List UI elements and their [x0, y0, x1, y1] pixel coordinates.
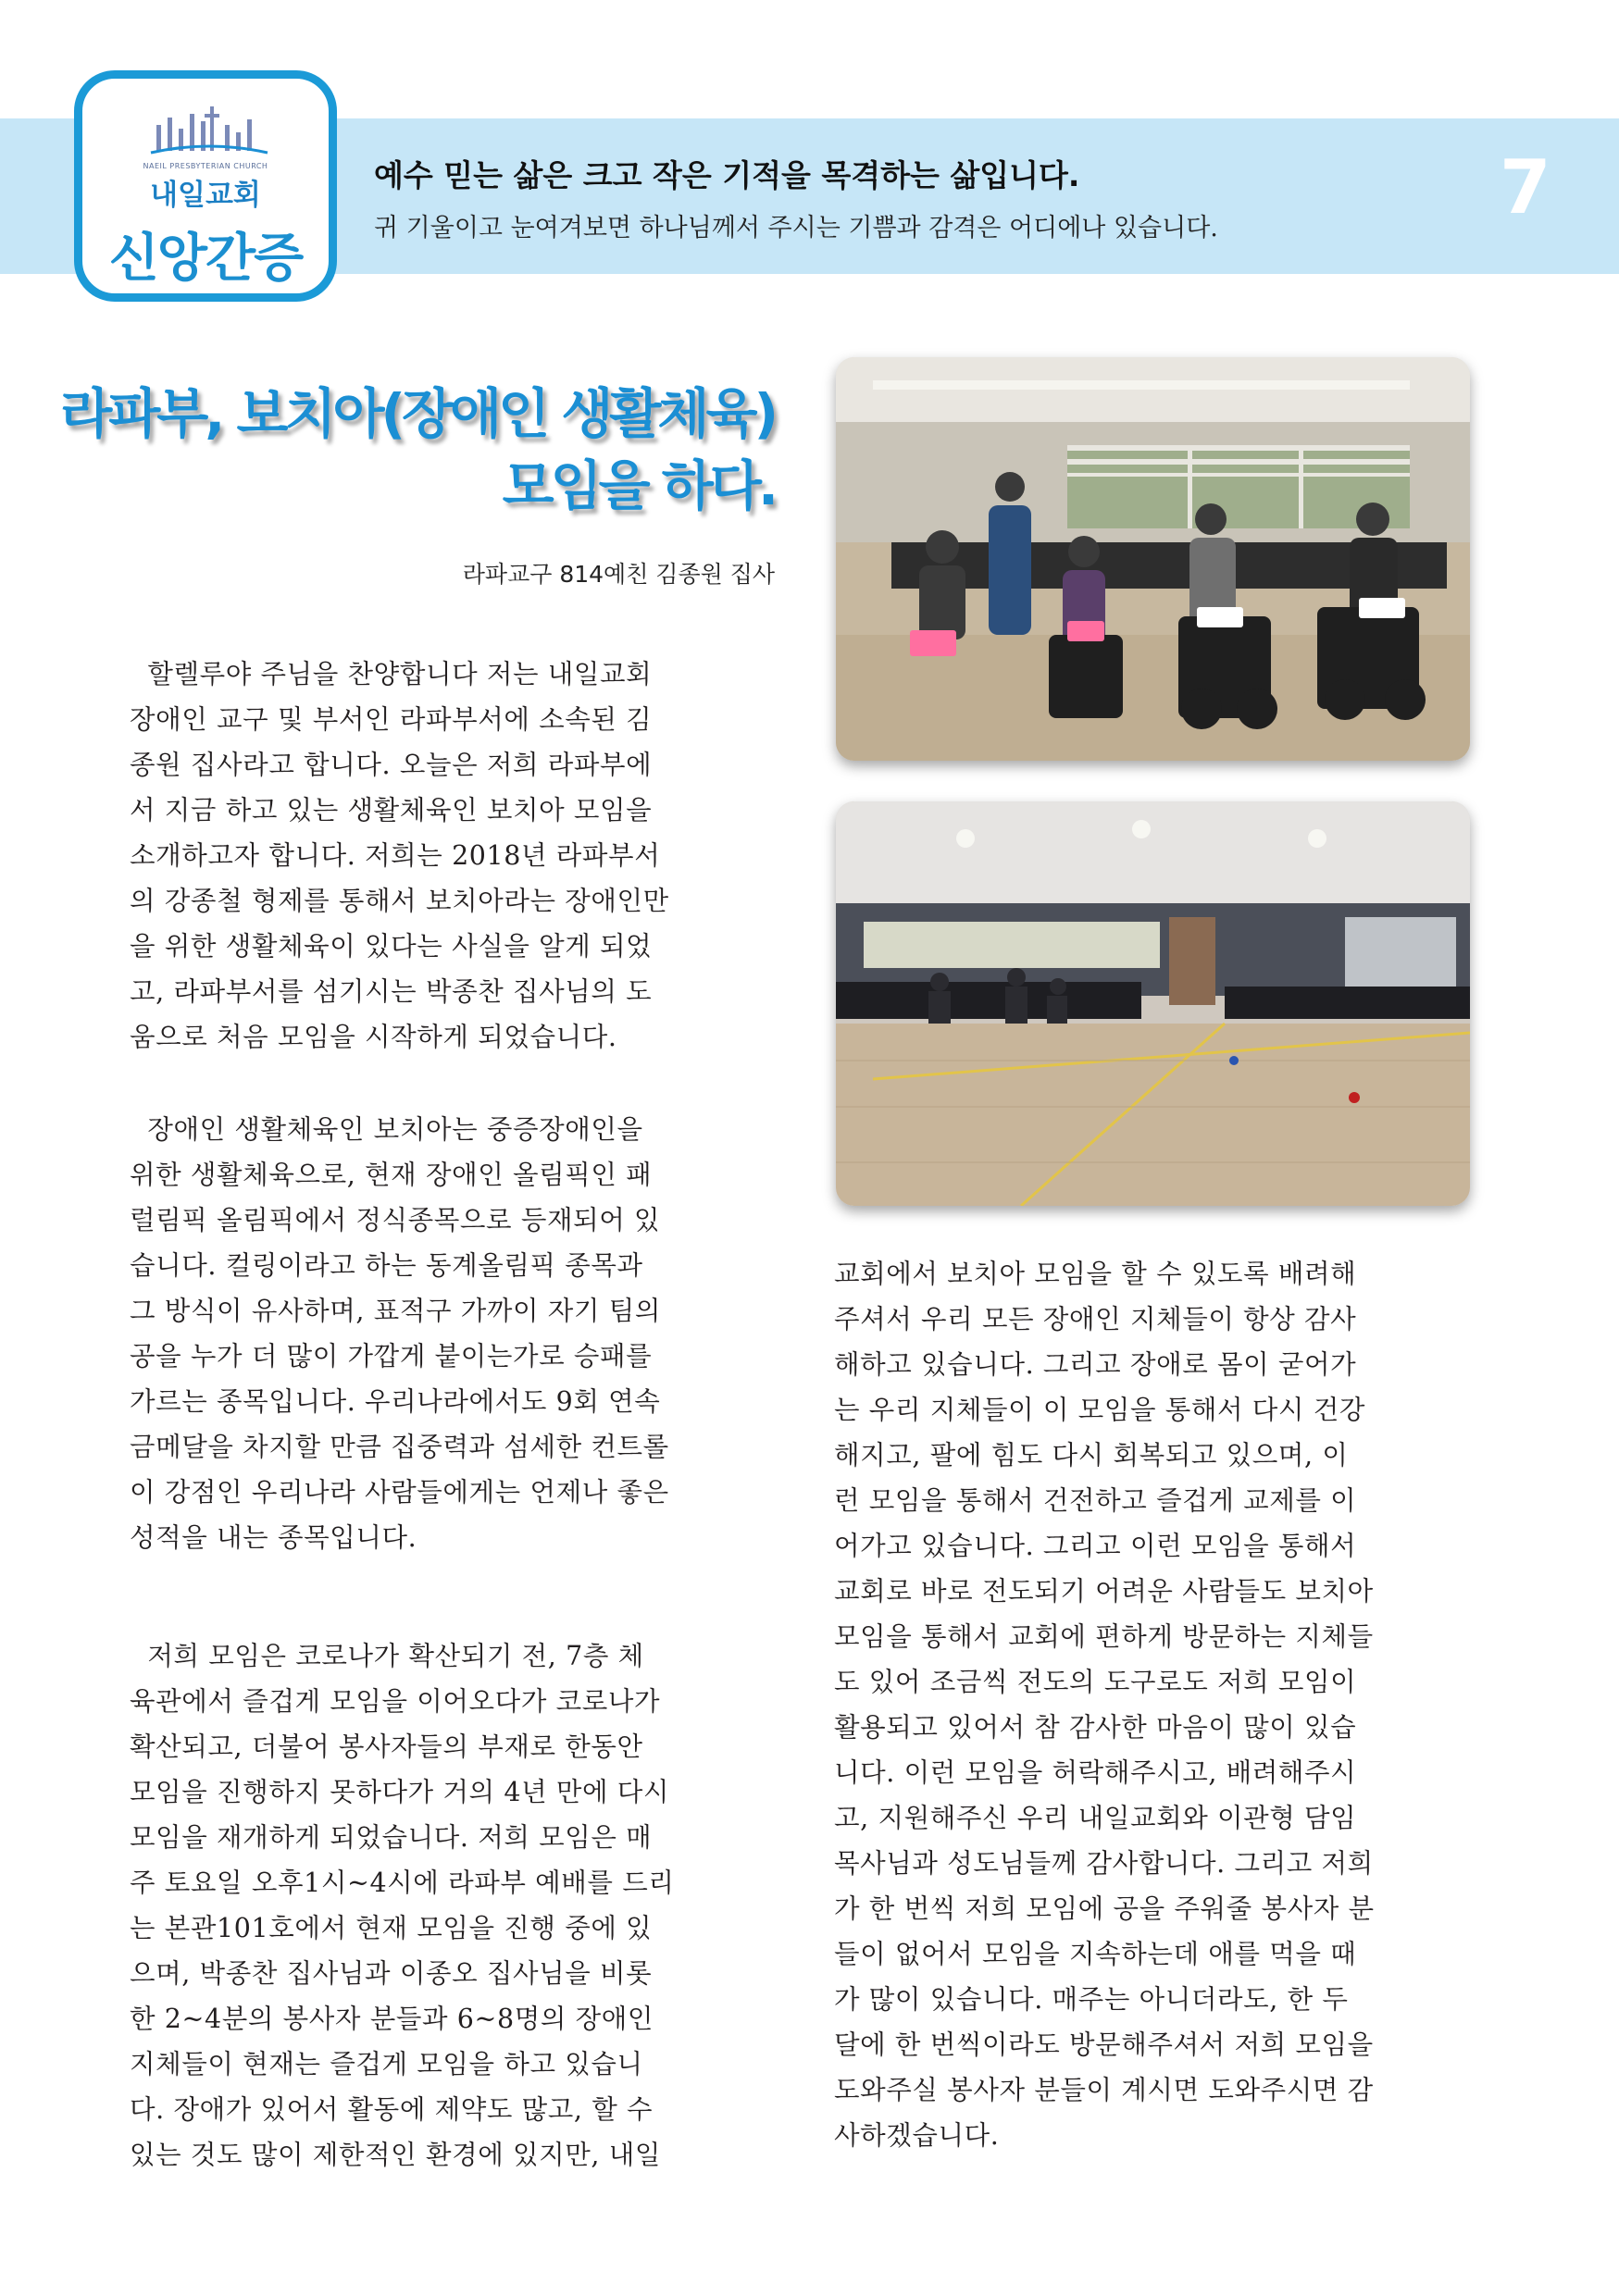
church-logo-icon	[149, 105, 269, 156]
article-paragraph-1	[130, 652, 669, 1060]
article-paragraph-2	[130, 1107, 669, 1560]
page-headline: 예수 믿는 삶은 크고 작은 기적을 목격하는 삶입니다.	[374, 157, 1080, 193]
article-text-line: 는 본관101호에서 현재 모임을 진행 중에 있	[130, 1913, 653, 1943]
article-text-line: 목사님과 성도님들께 감사합니다. 그리고 저희	[834, 1848, 1374, 1879]
article-text-line: 주 토요일 오후1시~4시에 라파부 예배를 드리	[130, 1868, 675, 1898]
article-text-line: 있는 것도 많이 제한적인 환경에 있지만, 내일	[130, 2140, 661, 2170]
article-byline: 라파교구 814예친 김종원 집사	[462, 561, 775, 588]
article-text-line: 런 모임을 통해서 건전하고 즐겁게 교제를 이	[834, 1485, 1357, 1516]
article-text-line: 육관에서 즐겁게 모임을 이어오다가 코로나가	[130, 1686, 661, 1717]
article-text-line: 가 많이 있습니다. 매주는 아니더라도, 한 두	[834, 1984, 1349, 2015]
article-text-line: 도와주실 봉사자 분들이 계시면 도와주시면 감	[834, 2075, 1374, 2105]
article-text-line: 종원 집사라고 합니다. 오늘은 저희 라파부에	[130, 750, 653, 780]
article-text-line: 이 강점인 우리나라 사람들에게는 언제나 좋은	[130, 1477, 669, 1508]
boccia-group-photo	[836, 357, 1470, 761]
page-number: 7	[1500, 144, 1551, 230]
logo-name: 내일교회	[150, 179, 261, 212]
page-subheadline: 귀 기울이고 눈여겨보면 하나님께서 주시는 기쁨과 감격은 어디에나 있습니다.	[374, 214, 1218, 242]
article-text-line: 성적을 내는 종목입니다.	[130, 1522, 417, 1553]
article-text-line: 모임을 진행하지 못하다가 거의 4년 만에 다시	[130, 1777, 670, 1807]
section-label: 신앙간증	[108, 229, 303, 289]
article-text-line: 어가고 있습니다. 그리고 이런 모임을 통해서	[834, 1531, 1357, 1561]
article-paragraph-3	[130, 1633, 674, 2178]
article-text-line: 도 있어 조금씩 전도의 도구로도 저희 모임이	[834, 1667, 1357, 1697]
article-text-line: 달에 한 번씩이라도 방문해주셔서 저희 모임을	[834, 2029, 1374, 2060]
section-logo-box	[74, 70, 337, 302]
article-text-line: 교회에서 보치아 모임을 할 수 있도록 배려해	[834, 1259, 1357, 1289]
article-text-line: 확산되고, 더불어 봉사자들의 부재로 한동안	[130, 1731, 643, 1762]
article-text-line: 고, 지원해주신 우리 내일교회와 이관형 담임	[834, 1803, 1357, 1833]
article-text-line: 한 2~4분의 봉사자 분들과 6~8명의 장애인	[130, 2004, 654, 2034]
article-text-line: 움으로 처음 모임을 시작하게 되었습니다.	[130, 1022, 617, 1052]
article-text-line: 습니다. 컬링이라고 하는 동계올림픽 종목과	[130, 1250, 643, 1281]
article-text-line: 니다. 이런 모임을 허락해주시고, 배려해주시	[834, 1757, 1357, 1788]
article-text-line: 소개하고자 합니다. 저희는 2018년 라파부서	[130, 840, 661, 871]
article-text-line: 금메달을 차지할 만큼 집중력과 섬세한 컨트롤	[130, 1432, 669, 1462]
article-text-line: 다. 장애가 있어서 활동에 제약도 많고, 할 수	[130, 2094, 654, 2125]
article-text-line: 가 한 번씩 저희 모임에 공을 주워줄 봉사자 분	[834, 1893, 1375, 1924]
article-text-line: 위한 생활체육으로, 현재 장애인 올림픽인 패	[130, 1160, 653, 1190]
article-text-line: 럴림픽 올림픽에서 정식종목으로 등재되어 있	[130, 1205, 661, 1235]
article-text-line: 고, 라파부서를 섬기시는 박종찬 집사님의 도	[130, 976, 653, 1007]
article-text-line: 모임을 통해서 교회에 편하게 방문하는 지체들	[834, 1621, 1374, 1652]
article-text-line: 모임을 재개하게 되었습니다. 저희 모임은 매	[130, 1822, 653, 1853]
article-text-line: 저희 모임은 코로나가 확산되기 전, 7층 체	[130, 1641, 644, 1671]
article-text-line: 으며, 박종찬 집사님과 이종오 집사님을 비롯	[130, 1958, 653, 1989]
court-photo-image	[836, 801, 1470, 1206]
article-text-line: 들이 없어서 모임을 지속하는데 애를 먹을 때	[834, 1939, 1357, 1969]
article-text-line: 가르는 종목입니다. 우리나라에서도 9회 연속	[130, 1386, 661, 1417]
article-text-line: 서 지금 하고 있는 생활체육인 보치아 모임을	[130, 795, 653, 825]
article-text-line: 장애인 생활체육인 보치아는 중증장애인을	[130, 1114, 643, 1145]
article-text-line: 의 강종철 형제를 통해서 보치아라는 장애인만	[130, 886, 669, 916]
logo-subtitle: NAEIL PRESBYTERIAN CHURCH	[143, 162, 268, 170]
article-paragraph-4	[834, 1251, 1375, 2158]
boccia-court-photo	[836, 801, 1470, 1206]
article-text-line: 해하고 있습니다. 그리고 장애로 몸이 굳어가	[834, 1349, 1357, 1380]
article-text-line: 는 우리 지체들이 이 모임을 통해서 다시 건강	[834, 1395, 1365, 1425]
article-text-line: 공을 누가 더 많이 가깝게 붙이는가로 승패를	[130, 1341, 653, 1371]
article-text-line: 그 방식이 유사하며, 표적구 가까이 자기 팀의	[130, 1296, 661, 1326]
article-text-line: 주셔서 우리 모든 장애인 지체들이 항상 감사	[834, 1304, 1357, 1334]
article-text-line: 할렐루야 주님을 찬양합니다 저는 내일교회	[130, 659, 653, 689]
group-photo-image	[836, 357, 1470, 761]
article-text-line: 장애인 교구 및 부서인 라파부서에 소속된 김	[130, 704, 653, 735]
article-title-line-1: 라파부, 보치아(장애인 생활체육)	[60, 382, 775, 445]
article-title-line-2: 모임을 하다.	[502, 454, 775, 517]
article-text-line: 교회로 바로 전도되기 어려운 사람들도 보치아	[834, 1576, 1374, 1607]
article-text-line: 사하겠습니다.	[834, 2120, 1000, 2151]
article-text-line: 지체들이 현재는 즐겁게 모임을 하고 있습니	[130, 2049, 643, 2079]
article-text-line: 을 위한 생활체육이 있다는 사실을 알게 되었	[130, 931, 653, 962]
article-text-line: 활용되고 있어서 참 감사한 마음이 많이 있습	[834, 1712, 1357, 1743]
article-text-line: 해지고, 팔에 힘도 다시 회복되고 있으며, 이	[834, 1440, 1349, 1471]
